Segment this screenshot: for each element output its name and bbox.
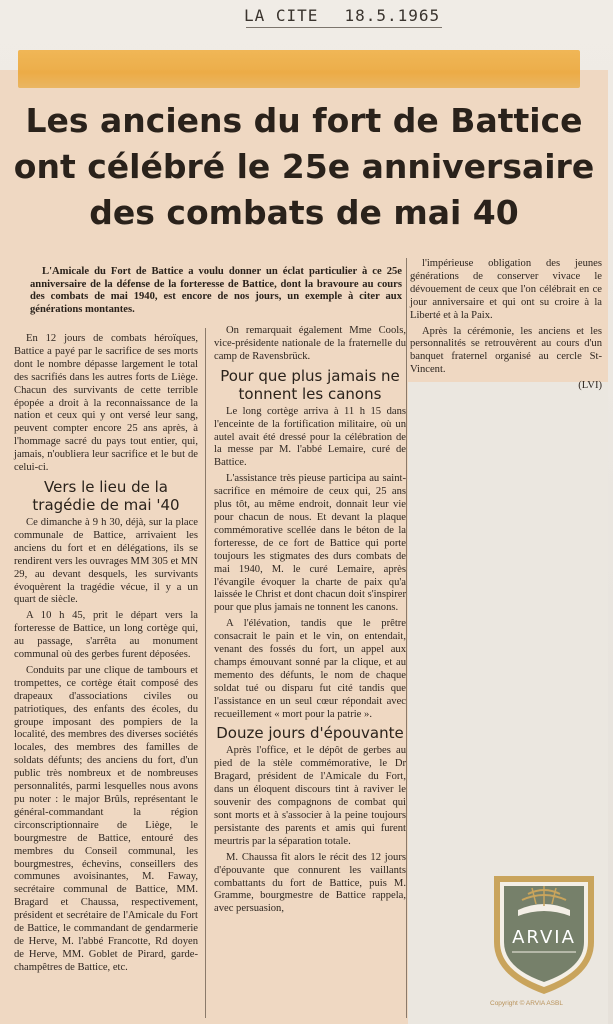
publication-stamp	[244, 4, 464, 26]
paragraph: M. Chaussa fit alors le récit des 12 jours d'épouvante que connurent les vaillants combattants du fort de Battice, puis M. Gramme, bourgmestre de Battice rappela, avec persuasion,	[214, 851, 406, 915]
column-rule	[205, 328, 206, 1018]
paragraph: L'assistance très pieuse participa au saint-sacrifice en mémoire de ceux qui, 25 ans plus tôt, au même endroit, donnait leur vie pour chacun de nous. Et devant la plaque commémorative scellée dans le béton de la forteresse, de ce fort de Battice qui porte toujours les stigmates des durs combats de mai 1940, M. le curé Lemaire, après l'évangile évoquer la charte de paix qu'a laissée le Christ et dont chacun doit s'inspirer pour que plus jamais ne tonnent les canons.	[214, 473, 406, 614]
stamp-underline	[246, 27, 442, 28]
paragraph: En 12 jours de combats héroïques, Battice a payé par le sacrifice de ses morts dont le nombre dépasse largement le total des sacrifiés dans les autres forts de Liège. Chacun des survivants de cette terrible épopée a droit à la reconnaissance de la nation et ceux qui y ont versé leur sang, peuvent compter encore 25 ans après, à l'hommage sacré du pays tout entier, qui, jamais, n'oubliera leur sacrifice et le but de celui-ci.	[14, 333, 198, 474]
paragraph: Après l'office, et le dépôt de gerbes au pied de la stèle commémorative, le Dr Bragard, président de l'Amicale du Fort, dans un éloquent discours tint à raviver le souvenir des compagnons de combat qui sont morts et à s'associer à la peine toujours persistante des parents et amis qui furent meurtris par la séparation totale.	[214, 745, 406, 847]
copyright-notice: Copyright © ARVIA ASBL	[490, 1000, 563, 1007]
paragraph: Le long cortège arriva à 11 h 15 dans l'enceinte de la fortification militaire, où un autel avait été dressé pour la célébration de la messe par M. l'abbé Lemaire, curé de Battice.	[214, 405, 406, 469]
headline-line-3: des combats de mai 40	[89, 193, 519, 232]
article-column-1	[14, 333, 198, 978]
paragraph: On remarquait également Mme Cools, vice-présidente nationale de la fraternelle du camp de Ravensbrück.	[214, 325, 406, 362]
paragraph: Ce dimanche à 9 h 30, déjà, sur la place communale de Battice, arrivaient les anciens du fort et en délégations, ils se rendirent vers les ouvrages MM 305 et MN 29, au devant desquels, les survivants évoquèrent la tragédie vécue, il y a un quart de siècle.	[14, 516, 198, 606]
headline-line-2: ont célébré le 25e anniversaire	[13, 147, 595, 186]
section-subhead: Pour que plus jamais ne tonnent les canons	[220, 366, 400, 403]
publication-name: LA CITE	[244, 5, 319, 25]
headline-line-1: Les anciens du fort de Battice	[25, 101, 583, 140]
article-column-2	[214, 325, 406, 919]
article-headline	[6, 98, 602, 236]
logo-wordmark: ARVIA	[512, 927, 576, 948]
paragraph: A 10 h 45, prit le départ vers la forteresse de Battice, un long cortège qui, au passage, s'arrêta au monument communal où des gerbes furent déposées.	[14, 610, 198, 661]
article-intro: L'Amicale du Fort de Battice a voulu donner un éclat particulier à ce 25e anniversaire de la défense de la forteresse de Battice, dont la bravoure au cours des combats de mai 1940, est encore de nos jours, un exemple à citer aux générations montantes.	[30, 266, 402, 315]
section-subhead: Vers le lieu de la tragédie de mai '40	[32, 477, 180, 514]
author-signature: (LVI)	[578, 380, 602, 392]
column-rule	[406, 258, 407, 1018]
adhesive-tape	[18, 50, 580, 88]
section-subhead: Douze jours d'épouvante	[216, 724, 404, 743]
paragraph: l'impérieuse obligation des jeunes générations de conserver vivace le dévouement de ceux que l'on célébrait en ce jour anniversaire et qui ont su croire à la Liberté et à la Paix.	[410, 258, 602, 321]
paragraph: A l'élévation, tandis que le prêtre consacrait le pain et le vin, on entendait, venant des fossés du fort, un appel aux champs émouvant sonné par la clique, et au memento des défunts, le nom de chaque soldat tué ou disparu fut cité tandis que l'assistance en un seul cœur répondait avec recueillement « mort pour la patrie ».	[214, 618, 406, 720]
paragraph: Conduits par une clique de tambours et trompettes, ce cortège était composé des drapeaux d'associations civiles ou patriotiques, des enfants des écoles, du groupe imposant des pompiers de la localité, des membres des diverses sociétés locales, des membres des familles de soldats défunts; des anciens du fort, d'un public très nombreux et de nombreuses personnalités, parmi lesquelles nous avons pu noter : le major Brûls, représentant le général-commandant la région circonscriptionnaire de Liège, le bourgmestre de Battice, entouré des membres du Conseil communal, les bourgmestres, échevins, conseillers des communes avoisinantes, M. Faway, secrétaire communal de Battice, MM. Bragard et Chaussa, respectivement, président et secrétaire de l'Amicale du Fort de Battice, le commandant de gendarmerie de Herve, M. l'abbé Francotte, Rd doyen de Herve, MM. Goblet de Pirard, garde-champêtres de Battice, etc.	[14, 664, 198, 973]
article-column-3	[410, 258, 602, 396]
paragraph: Après la cérémonie, les anciens et les personnalités se retrouvèrent au cours d'un banquet fraternel organisé au cercle St-Vincent.	[410, 325, 602, 376]
publication-date: 18.5.1965	[344, 5, 441, 25]
